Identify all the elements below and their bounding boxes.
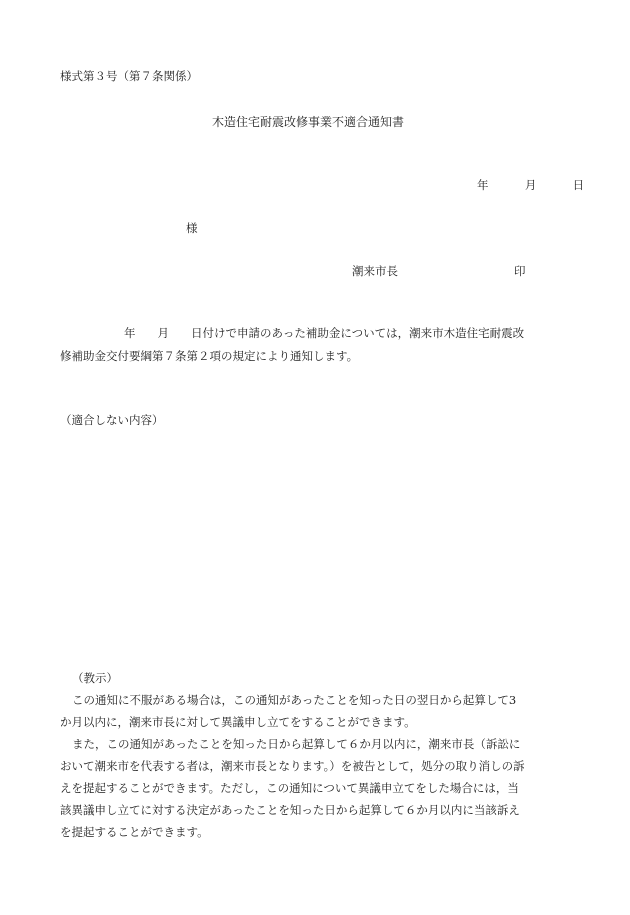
document-title: 木造住宅耐震改修事業不適合通知書: [212, 115, 405, 129]
notice-line: えを提起することができます。ただし，この通知について異議申立てをした場合には，当: [60, 781, 519, 795]
notice-line: を提起することができます。: [60, 825, 209, 839]
date-day: 日: [572, 178, 585, 192]
notice-line: 該異議申し立てに対する決定があったことを知った日から起算して６か月以内に当該訴え: [60, 803, 520, 817]
date-month: 月: [524, 178, 537, 192]
body-month: 月: [157, 326, 169, 340]
body-year: 年: [124, 326, 136, 340]
notice-heading: （教示）: [72, 671, 118, 685]
notice-line: この通知に不服がある場合は，この通知があったことを知った日の翌日から起算して3: [72, 693, 517, 707]
body-line-2: 修補助金交付要綱第７条第２項の規定により通知します。: [60, 349, 359, 363]
notice-line: か月以内に，潮来市長に対して異議申し立てをすることができます。: [60, 715, 416, 729]
form-number: 様式第３号（第７条関係）: [60, 69, 198, 83]
notice-line: おいて潮来市を代表する者は，潮来市長となります。）を被告として，処分の取り消しの訴: [60, 759, 525, 773]
issue-date: [477, 177, 584, 193]
notice-body: [60, 322, 580, 368]
addressee: 様: [186, 221, 198, 235]
body-rest: 日付けで申請のあった補助金については，潮来市木造住宅耐震改: [191, 326, 525, 340]
date-year: 年: [477, 178, 489, 192]
sender-name: 潮来市長: [352, 264, 398, 278]
seal-mark: 印: [514, 264, 526, 278]
notice-line: また，この通知があったことを知った日から起算して６か月以内に，潮来市長（訴訟に: [72, 737, 521, 751]
body-line-1: [60, 322, 580, 345]
section-heading: （適合しない内容）: [60, 413, 164, 427]
appeal-notice: [60, 667, 580, 843]
